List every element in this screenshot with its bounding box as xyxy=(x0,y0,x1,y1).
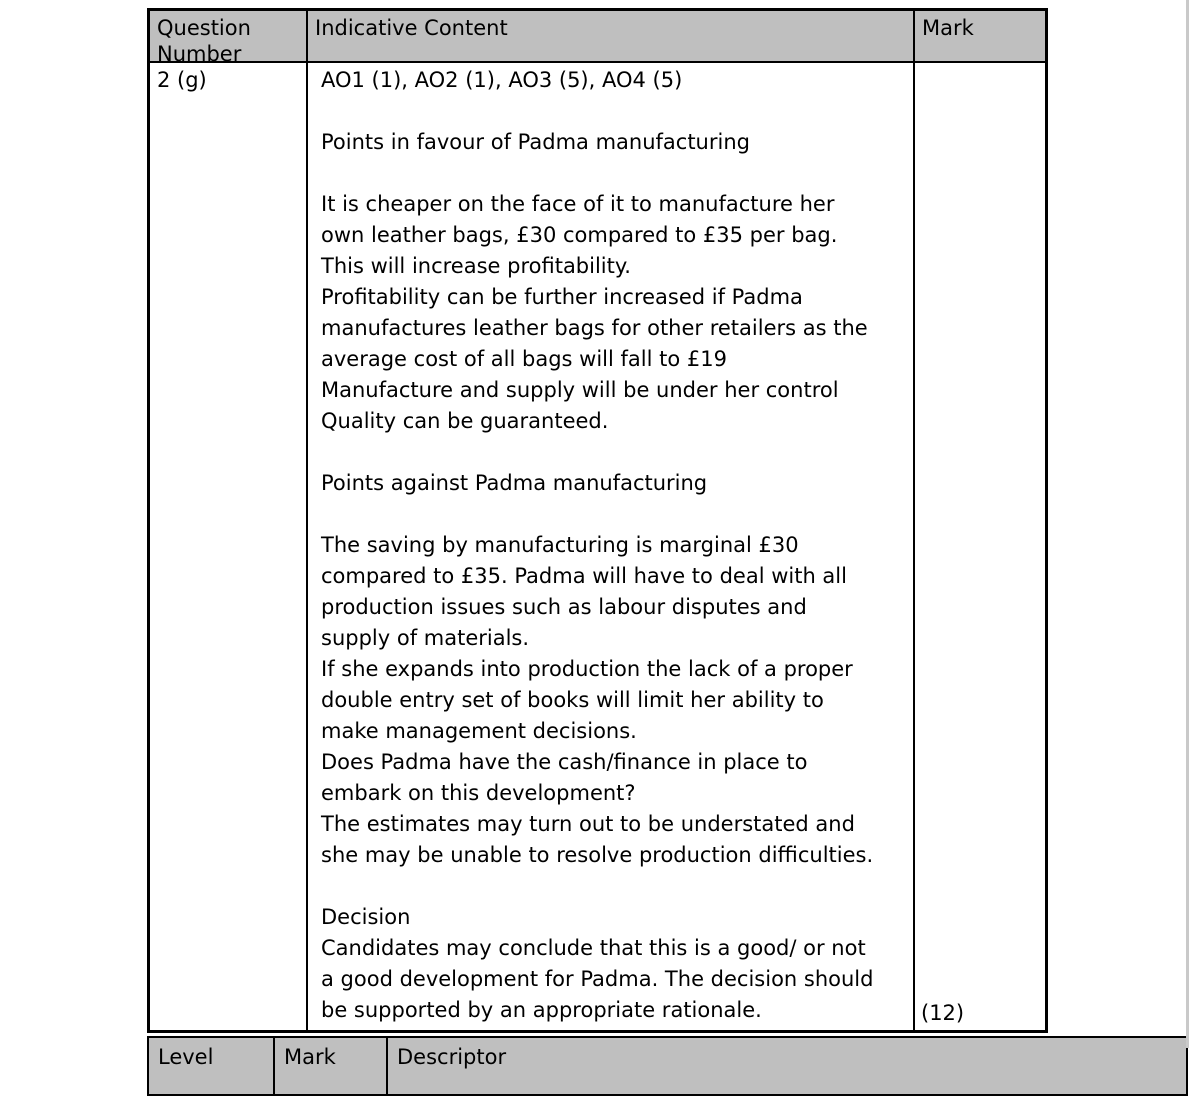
content-line: It is cheaper on the face of it to manufacture her xyxy=(321,192,835,216)
content-line xyxy=(321,871,909,902)
content-line: Candidates may conclude that this is a good/ or not xyxy=(321,936,866,960)
content-line: manufactures leather bags for other retailers as the xyxy=(321,316,868,340)
content-line: embark on this development? xyxy=(321,781,636,805)
content-line: Quality can be guaranteed. xyxy=(321,409,609,433)
content-line: compared to £35. Padma will have to deal with all xyxy=(321,564,847,588)
page-edge-line xyxy=(1186,0,1189,1048)
mark-scheme-table-body-row xyxy=(150,63,1045,1030)
content-line: Does Padma have the cash/finance in place to xyxy=(321,750,808,774)
mark-value: (12) xyxy=(921,1001,965,1025)
content-line: average cost of all bags will fall to £19 xyxy=(321,347,727,371)
content-line xyxy=(321,499,909,530)
content-line: make management decisions. xyxy=(321,719,637,743)
question-number-header: Question Number xyxy=(150,11,308,61)
content-line: Profitability can be further increased if Padma xyxy=(321,285,803,309)
content-line: production issues such as labour disputes and xyxy=(321,595,807,619)
mark-scheme-table-header-row xyxy=(150,11,1045,66)
content-line: Manufacture and supply will be under her control xyxy=(321,378,839,402)
content-line xyxy=(321,437,909,468)
mark-header: Mark xyxy=(922,16,974,40)
content-line xyxy=(321,158,909,189)
content-line: she may be unable to resolve production difficulties. xyxy=(321,843,874,867)
content-line: supply of materials. xyxy=(321,626,530,650)
mark-scheme-table xyxy=(147,8,1048,1033)
mark-cell xyxy=(915,63,1045,1030)
indicative-content-cell xyxy=(308,63,915,1030)
content-line: The saving by manufacturing is marginal £30 xyxy=(321,533,799,557)
content-line: Points in favour of Padma manufacturing xyxy=(321,130,750,154)
content-line: own leather bags, £30 compared to £35 per bag. xyxy=(321,223,838,247)
level-header: Level xyxy=(149,1038,275,1094)
content-line: This will increase profitability. xyxy=(321,254,631,278)
levels-table-partial xyxy=(147,1036,1188,1096)
level-mark-header: Mark xyxy=(275,1038,388,1094)
content-line: If she expands into production the lack of a proper xyxy=(321,657,853,681)
content-line: be supported by an appropriate rationale. xyxy=(321,998,762,1022)
indicative-content-header: Indicative Content xyxy=(308,11,915,61)
content-line: double entry set of books will limit her ability to xyxy=(321,688,824,712)
content-line: a good development for Padma. The decision should xyxy=(321,967,874,991)
question-number-cell: 2 (g) xyxy=(150,63,308,1030)
content-line xyxy=(321,96,909,127)
content-line: Decision xyxy=(321,905,411,929)
descriptor-header: Descriptor xyxy=(397,1045,507,1069)
content-line: Points against Padma manufacturing xyxy=(321,471,708,495)
content-line: AO1 (1), AO2 (1), AO3 (5), AO4 (5) xyxy=(321,68,683,92)
content-line: The estimates may turn out to be understated and xyxy=(321,812,855,836)
